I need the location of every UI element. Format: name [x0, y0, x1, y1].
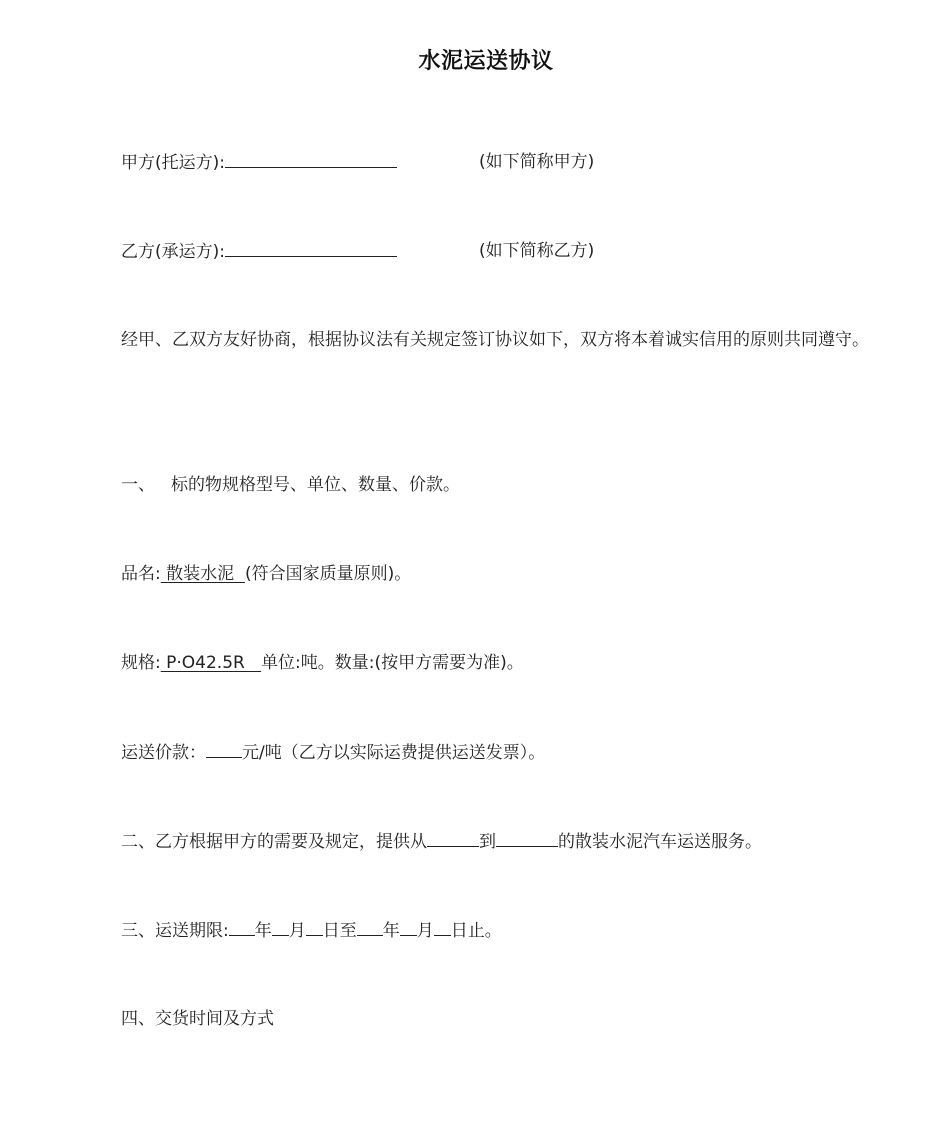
to-blank	[496, 830, 558, 847]
price-blank	[206, 741, 242, 758]
price-line	[121, 741, 545, 764]
section-2-suffix: 的散装水泥汽车运送服务。	[558, 832, 762, 852]
section-3-prefix: 三、运送期限:	[121, 921, 229, 941]
party-a-blank	[225, 151, 397, 168]
section-1-heading	[121, 474, 460, 496]
day-label-1: 日至	[322, 921, 357, 941]
start-month-blank	[272, 919, 289, 936]
spec-line	[121, 652, 524, 674]
party-b-line	[121, 240, 397, 263]
party-b-blank	[225, 240, 397, 257]
section-2-middle: 到	[479, 832, 496, 852]
from-blank	[427, 830, 479, 847]
month-label-1: 月	[288, 921, 306, 941]
section-4-heading: 四、交货时间及方式	[121, 1009, 274, 1029]
section-1-number: 一、	[121, 475, 155, 495]
section-2-prefix: 二、乙方根据甲方的需要及规定，提供从	[121, 832, 427, 852]
day-label-2: 日止。	[450, 921, 502, 941]
start-year-blank	[229, 919, 255, 936]
price-unit: 元/吨（乙方以实际运费提供运送发票）。	[242, 743, 546, 763]
party-a-line	[121, 151, 397, 174]
end-day-blank	[434, 919, 451, 936]
start-day-blank	[306, 919, 323, 936]
product-line	[121, 563, 411, 585]
party-b-note: (如下简称乙方)	[479, 241, 595, 261]
product-suffix: (符合国家质量原则)。	[244, 564, 412, 584]
end-year-blank	[357, 919, 383, 936]
product-value: 散装水泥	[160, 564, 245, 584]
intro-paragraph: 经甲、乙双方友好协商，根据协议法有关规定签订协议如下，双方将本着诚实信用的原则共同遵守。	[121, 330, 869, 350]
party-b-label: 乙方(承运方):	[121, 242, 225, 262]
year-label-2: 年	[382, 921, 400, 941]
section-1-text: 标的物规格型号、单位、数量、价款。	[171, 475, 460, 495]
spec-value: P·O42.5R	[160, 653, 262, 673]
end-month-blank	[400, 919, 417, 936]
month-label-2: 月	[416, 921, 434, 941]
document-title: 水泥运送协议	[418, 49, 554, 74]
spec-suffix: 单位:吨。数量:(按甲方需要为准)。	[261, 653, 524, 673]
year-label-1: 年	[254, 921, 272, 941]
price-label: 运送价款：	[121, 743, 206, 763]
party-a-label: 甲方(托运方):	[121, 153, 225, 173]
section-2-line	[121, 830, 762, 853]
section-3-line	[121, 919, 502, 942]
spec-label: 规格:	[121, 653, 161, 673]
product-label: 品名:	[121, 564, 161, 584]
party-a-note: (如下简称甲方)	[479, 152, 595, 172]
